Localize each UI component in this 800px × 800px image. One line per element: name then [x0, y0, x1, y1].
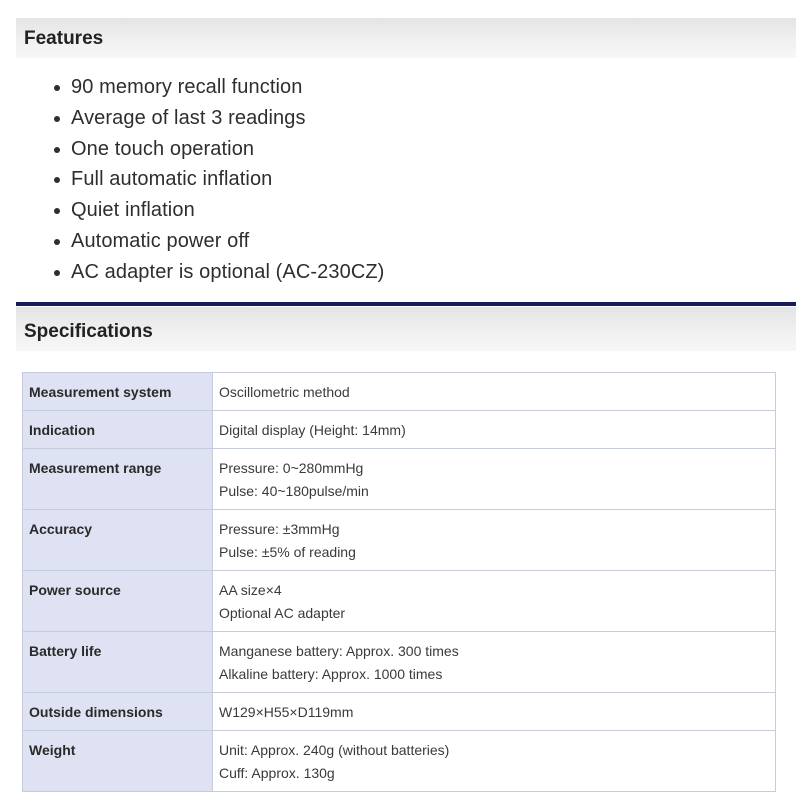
table-row [23, 571, 776, 632]
spec-value-line: Unit: Approx. 240g (without batteries) [219, 742, 450, 758]
features-title: Features [24, 28, 104, 49]
feature-text: Automatic power off [71, 229, 250, 252]
spec-value [213, 731, 776, 792]
specifications-header [16, 307, 796, 351]
table-row [23, 693, 776, 731]
spec-value-line: Alkaline battery: Approx. 1000 times [219, 666, 443, 682]
section-divider [16, 302, 796, 306]
specifications-title: Specifications [24, 321, 153, 342]
features-header [16, 18, 796, 58]
feature-text: One touch operation [71, 137, 255, 160]
spec-value-line: Digital display (Height: 14mm) [219, 422, 406, 438]
list-item [38, 164, 384, 195]
feature-text: Full automatic inflation [71, 168, 273, 191]
table-row [23, 632, 776, 693]
spec-value-line: Pulse: 40~180pulse/min [219, 483, 369, 499]
list-item [38, 257, 384, 288]
feature-text: Average of last 3 readings [71, 106, 306, 129]
table-row [23, 411, 776, 449]
spec-value [213, 449, 776, 510]
list-item [38, 134, 384, 165]
spec-label: Accuracy [23, 510, 213, 571]
list-item [38, 195, 384, 226]
bullet-icon [54, 208, 60, 214]
table-row [23, 373, 776, 411]
spec-value-line: W129×H55×D119mm [219, 704, 354, 720]
spec-value [213, 632, 776, 693]
spec-value-line: Manganese battery: Approx. 300 times [219, 643, 459, 659]
list-item [38, 226, 384, 257]
spec-value [213, 510, 776, 571]
spec-label: Weight [23, 731, 213, 792]
spec-label: Measurement system [23, 373, 213, 411]
spec-value-line: Optional AC adapter [219, 605, 346, 621]
spec-value [213, 571, 776, 632]
spec-value [213, 411, 776, 449]
spec-label: Power source [23, 571, 213, 632]
spec-value-line: AA size×4 [219, 582, 282, 598]
spec-value-line: Cuff: Approx. 130g [219, 765, 335, 781]
table-row [23, 449, 776, 510]
features-list [38, 72, 384, 288]
bullet-icon [54, 147, 60, 153]
bullet-icon [54, 239, 60, 245]
table-row [23, 731, 776, 792]
bullet-icon [54, 270, 60, 276]
table-row [23, 510, 776, 571]
list-item [38, 72, 384, 103]
spec-label: Battery life [23, 632, 213, 693]
spec-value [213, 373, 776, 411]
spec-value-line: Pulse: ±5% of reading [219, 544, 356, 560]
spec-label: Measurement range [23, 449, 213, 510]
list-item [38, 103, 384, 134]
spec-value-line: Oscillometric method [219, 384, 350, 400]
specifications-table [22, 372, 776, 792]
spec-value-line: Pressure: 0~280mmHg [219, 460, 364, 476]
bullet-icon [54, 85, 60, 91]
feature-text: Quiet inflation [71, 199, 195, 222]
spec-label: Outside dimensions [23, 693, 213, 731]
feature-text: 90 memory recall function [71, 76, 303, 98]
spec-value [213, 693, 776, 731]
bullet-icon [54, 116, 60, 122]
spec-label: Indication [23, 411, 213, 449]
spec-value-line: Pressure: ±3mmHg [219, 521, 340, 537]
bullet-icon [54, 177, 60, 183]
feature-text: AC adapter is optional (AC-230CZ) [71, 260, 385, 283]
